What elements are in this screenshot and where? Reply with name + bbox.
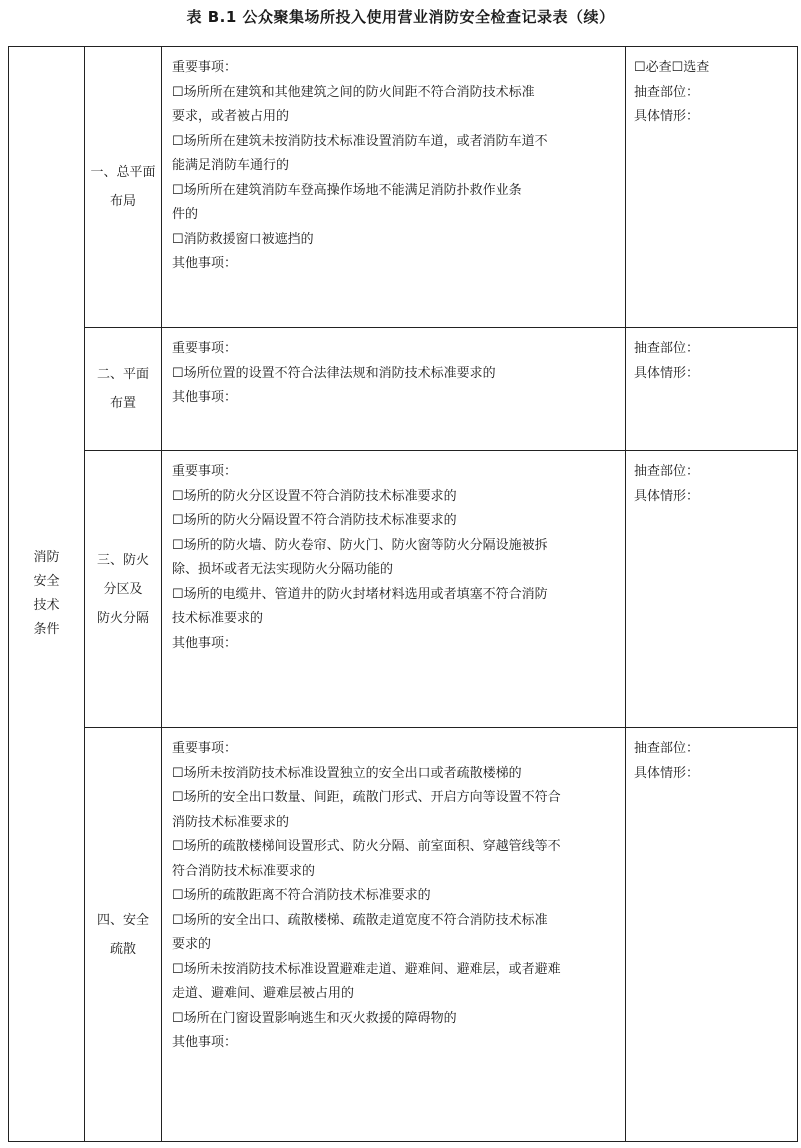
- content-line: 重要事项：: [172, 341, 238, 356]
- content-line: 重要事项：: [172, 60, 238, 75]
- category-cell: [9, 47, 85, 1142]
- content-line: 重要事项：: [172, 464, 238, 479]
- checkbox-item[interactable]: ☐场所在门窗设置影响逃生和灭火救援的障碍物的: [172, 1010, 457, 1026]
- table-row: [9, 728, 798, 1142]
- section-content-cell: [162, 47, 626, 328]
- section-name: 分区及: [103, 581, 143, 597]
- section-name-cell: [85, 728, 162, 1142]
- inspection-record-table: [8, 46, 798, 1142]
- content-line: 除、损坏或者无法实现防火分隔功能的: [172, 562, 394, 577]
- category-label: 条件: [33, 622, 60, 637]
- content-line: 符合消防技术标准要求的: [172, 863, 316, 879]
- section-name: 一、总平面: [90, 165, 156, 180]
- content-line: 其他事项：: [172, 1035, 238, 1050]
- section-content-cell: [162, 728, 626, 1142]
- checkbox-item[interactable]: ☐场所的安全出口数量、间距，疏散门形式、开启方向等设置不符合: [172, 790, 561, 805]
- side-label: 抽查部位：: [634, 464, 700, 479]
- side-label: 抽查部位：: [634, 341, 700, 356]
- side-cell: [626, 328, 798, 451]
- side-label: 抽查部位：: [634, 84, 700, 100]
- content-line: 件的: [172, 207, 199, 222]
- section-content-cell: [162, 451, 626, 728]
- table-row: [9, 47, 798, 328]
- checkbox-item[interactable]: ☐场所未按消防技术标准设置独立的安全出口或者疏散楼梯的: [172, 765, 522, 781]
- category-label: 消防: [33, 550, 60, 565]
- checkbox-item[interactable]: ☐场所的防火分隔设置不符合消防技术标准要求的: [172, 513, 457, 528]
- section-name-cell: [85, 451, 162, 728]
- checkbox-item[interactable]: ☐消防救援窗口被遮挡的: [172, 231, 314, 247]
- section-name: 防火分隔: [96, 610, 149, 626]
- side-label: 具体情形：: [634, 765, 700, 781]
- checkbox-item[interactable]: ☐场所的电缆井、管道井的防火封堵材料选用或者填塞不符合消防: [172, 586, 548, 602]
- check-type-options[interactable]: ☐必查☐选查: [634, 60, 710, 75]
- content-line: 消防技术标准要求的: [172, 814, 290, 830]
- checkbox-item[interactable]: ☐场所的疏散楼梯间设置形式、防火分隔、前室面积、穿越管线等不: [172, 839, 561, 854]
- section-name: 疏散: [109, 941, 136, 957]
- checkbox-item[interactable]: ☐场所的疏散距离不符合消防技术标准要求的: [172, 888, 431, 903]
- side-cell: [626, 451, 798, 728]
- table-row: [9, 451, 798, 728]
- section-name: 布局: [109, 194, 136, 209]
- checkbox-item[interactable]: ☐场所所在建筑和其他建筑之间的防火间距不符合消防技术标准: [172, 84, 535, 100]
- checkbox-item[interactable]: ☐场所位置的设置不符合法律法规和消防技术标准要求的: [172, 365, 496, 381]
- section-name: 二、平面: [96, 367, 149, 382]
- checkbox-item[interactable]: ☐场所的防火分区设置不符合消防技术标准要求的: [172, 488, 457, 504]
- section-name-cell: [85, 47, 162, 328]
- checkbox-item[interactable]: ☐场所的防火墙、防火卷帘、防火门、防火窗等防火分隔设施被拆: [172, 537, 548, 553]
- section-name: 布置: [109, 396, 136, 411]
- content-line: 技术标准要求的: [172, 611, 264, 626]
- content-line: 重要事项：: [172, 741, 238, 756]
- content-line: 要求，或者被占用的: [172, 109, 290, 124]
- side-label: 具体情形：: [634, 488, 700, 504]
- content-line: 其他事项：: [172, 635, 238, 651]
- side-label: 具体情形：: [634, 109, 700, 124]
- side-label: 抽查部位：: [634, 741, 700, 756]
- category-label: 技术: [33, 598, 60, 613]
- section-content-cell: [162, 328, 626, 451]
- section-name-cell: [85, 328, 162, 451]
- content-line: 要求的: [172, 937, 212, 952]
- checkbox-item[interactable]: ☐场所的安全出口、疏散楼梯、疏散走道宽度不符合消防技术标准: [172, 912, 548, 928]
- category-label: 安全: [33, 574, 60, 589]
- section-name: 三、防火: [96, 552, 149, 568]
- checkbox-item[interactable]: ☐场所所在建筑消防车登高操作场地不能满足消防扑救作业条: [172, 182, 522, 198]
- side-cell: [626, 728, 798, 1142]
- side-label: 具体情形：: [634, 365, 700, 381]
- table-title: 表 B.1 公众聚集场所投入使用营业消防安全检查记录表（续）: [186, 8, 615, 26]
- content-line: 其他事项：: [172, 256, 238, 271]
- content-line: 走道、避难间、避难层被占用的: [172, 986, 355, 1001]
- checkbox-item[interactable]: ☐场所未按消防技术标准设置避难走道、避难间、避难层，或者避难: [172, 961, 561, 977]
- section-name: 四、安全: [96, 912, 149, 928]
- side-cell: [626, 47, 798, 328]
- content-line: 其他事项：: [172, 390, 238, 405]
- checkbox-item[interactable]: ☐场所所在建筑未按消防技术标准设置消防车道，或者消防车道不: [172, 133, 548, 149]
- content-line: 能满足消防车通行的: [172, 158, 290, 173]
- table-row: [9, 328, 798, 451]
